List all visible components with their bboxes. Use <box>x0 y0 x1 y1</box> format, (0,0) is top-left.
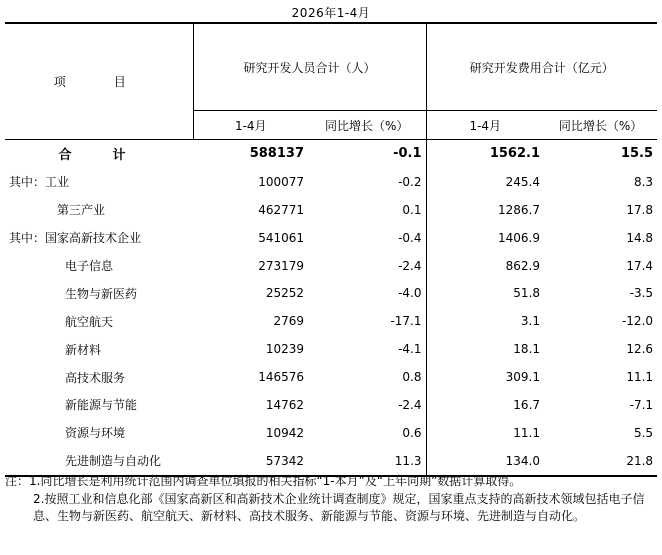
personnel-growth: -2.4 <box>308 252 426 280</box>
personnel-value: 462771 <box>258 202 304 217</box>
personnel-value: 14762 <box>265 397 304 412</box>
expense-growth: 11.1 <box>626 370 654 385</box>
row-label: 生物与新医药 <box>65 286 138 301</box>
expense-growth: 12.6 <box>626 342 654 357</box>
table-row <box>5 196 657 224</box>
footnotes <box>5 473 655 526</box>
rd-personnel-header: 研究开发人员合计（人） <box>193 23 426 111</box>
expense-growth: 17.8 <box>626 202 654 217</box>
personnel-growth-header: 同比增长（%） <box>308 111 426 140</box>
personnel-period-header: 1-4月 <box>193 111 308 140</box>
expense-period-header: 1-4月 <box>426 111 544 140</box>
personnel-value: 57342 <box>193 447 308 476</box>
footnote-2: 2.按照工业和信息化部《国家高新区和高新技术企业统计调查制度》规定，国家重点支持的高新技术领域包括电子信息、生物与新医药、航空航天、新材料、高技术服务、新能源与节能、资源与环境、先进制造与自动化。 <box>33 491 645 523</box>
expense-value: 862.9 <box>505 258 541 273</box>
personnel-value: 10942 <box>265 425 304 440</box>
row-label: 合 计 <box>58 148 140 164</box>
table-row <box>5 335 657 363</box>
personnel-value: 146576 <box>258 370 304 385</box>
expense-value: 16.7 <box>513 397 541 412</box>
expense-value: 1406.9 <box>498 230 541 245</box>
table-header-row <box>5 23 657 111</box>
personnel-growth: 0.8 <box>308 363 426 391</box>
personnel-growth: -0.1 <box>308 140 426 168</box>
expense-growth: 15.5 <box>620 146 654 162</box>
personnel-value: 2769 <box>273 314 304 329</box>
table-row <box>5 391 657 419</box>
personnel-value: 25252 <box>265 286 304 301</box>
expense-value: 134.0 <box>426 447 544 476</box>
personnel-growth: -0.4 <box>308 224 426 252</box>
table-row <box>5 279 657 307</box>
expense-value: 1562.1 <box>489 146 541 162</box>
table-row <box>5 419 657 447</box>
personnel-growth: -0.2 <box>308 168 426 196</box>
statistics-table <box>5 22 657 477</box>
row-label: 其中：国家高新技术企业 <box>9 231 142 246</box>
rd-expense-header: 研究开发费用合计（亿元） <box>426 23 657 111</box>
table-row <box>5 252 657 280</box>
row-label: 航空航天 <box>65 314 114 329</box>
personnel-value: 273179 <box>258 258 304 273</box>
personnel-growth: 11.3 <box>308 447 426 476</box>
footnote-1: 注：1.同比增长是利用统计范围内调查单位填报的相关指标“1-本月”及“上年同期”数据计算取得。 <box>5 474 522 488</box>
expense-growth: 8.3 <box>633 174 654 189</box>
expense-growth: 5.5 <box>633 425 654 440</box>
expense-value: 1286.7 <box>498 202 541 217</box>
table-row <box>5 224 657 252</box>
row-label: 先进制造与自动化 <box>5 447 193 476</box>
expense-value: 18.1 <box>513 342 541 357</box>
personnel-value: 100077 <box>258 174 304 189</box>
row-label: 资源与环境 <box>65 426 126 441</box>
expense-growth: 17.4 <box>626 258 654 273</box>
item-column-header: 项 目 <box>5 23 193 140</box>
expense-growth: -3.5 <box>629 286 654 301</box>
personnel-value: 588137 <box>249 146 304 162</box>
expense-growth-header: 同比增长（%） <box>544 111 657 140</box>
personnel-growth: 0.6 <box>308 419 426 447</box>
table-row <box>5 140 657 168</box>
row-label: 新能源与节能 <box>65 398 138 413</box>
row-label: 第三产业 <box>57 203 106 218</box>
expense-value: 245.4 <box>505 174 541 189</box>
row-label: 新材料 <box>65 342 102 357</box>
expense-growth: -12.0 <box>621 314 654 329</box>
expense-value: 3.1 <box>520 314 541 329</box>
table-row <box>5 168 657 196</box>
personnel-growth: -4.0 <box>308 279 426 307</box>
personnel-value: 10239 <box>265 342 304 357</box>
personnel-growth: -2.4 <box>308 391 426 419</box>
personnel-growth: -4.1 <box>308 335 426 363</box>
expense-growth: -7.1 <box>629 397 654 412</box>
table-row <box>5 363 657 391</box>
row-label: 电子信息 <box>65 259 114 273</box>
expense-value: 11.1 <box>513 425 541 440</box>
expense-value: 309.1 <box>505 370 541 385</box>
table-row <box>5 307 657 335</box>
personnel-value: 541061 <box>258 230 304 245</box>
row-label: 其中：工业 <box>9 175 70 190</box>
personnel-growth: -17.1 <box>308 307 426 335</box>
personnel-growth: 0.1 <box>308 196 426 224</box>
expense-growth: 14.8 <box>626 230 654 245</box>
expense-value: 51.8 <box>513 286 541 301</box>
expense-growth: 21.8 <box>544 447 657 476</box>
report-period: 2026年1-4月 <box>291 6 371 20</box>
row-label: 高技术服务 <box>65 370 126 385</box>
table-row <box>5 447 657 476</box>
